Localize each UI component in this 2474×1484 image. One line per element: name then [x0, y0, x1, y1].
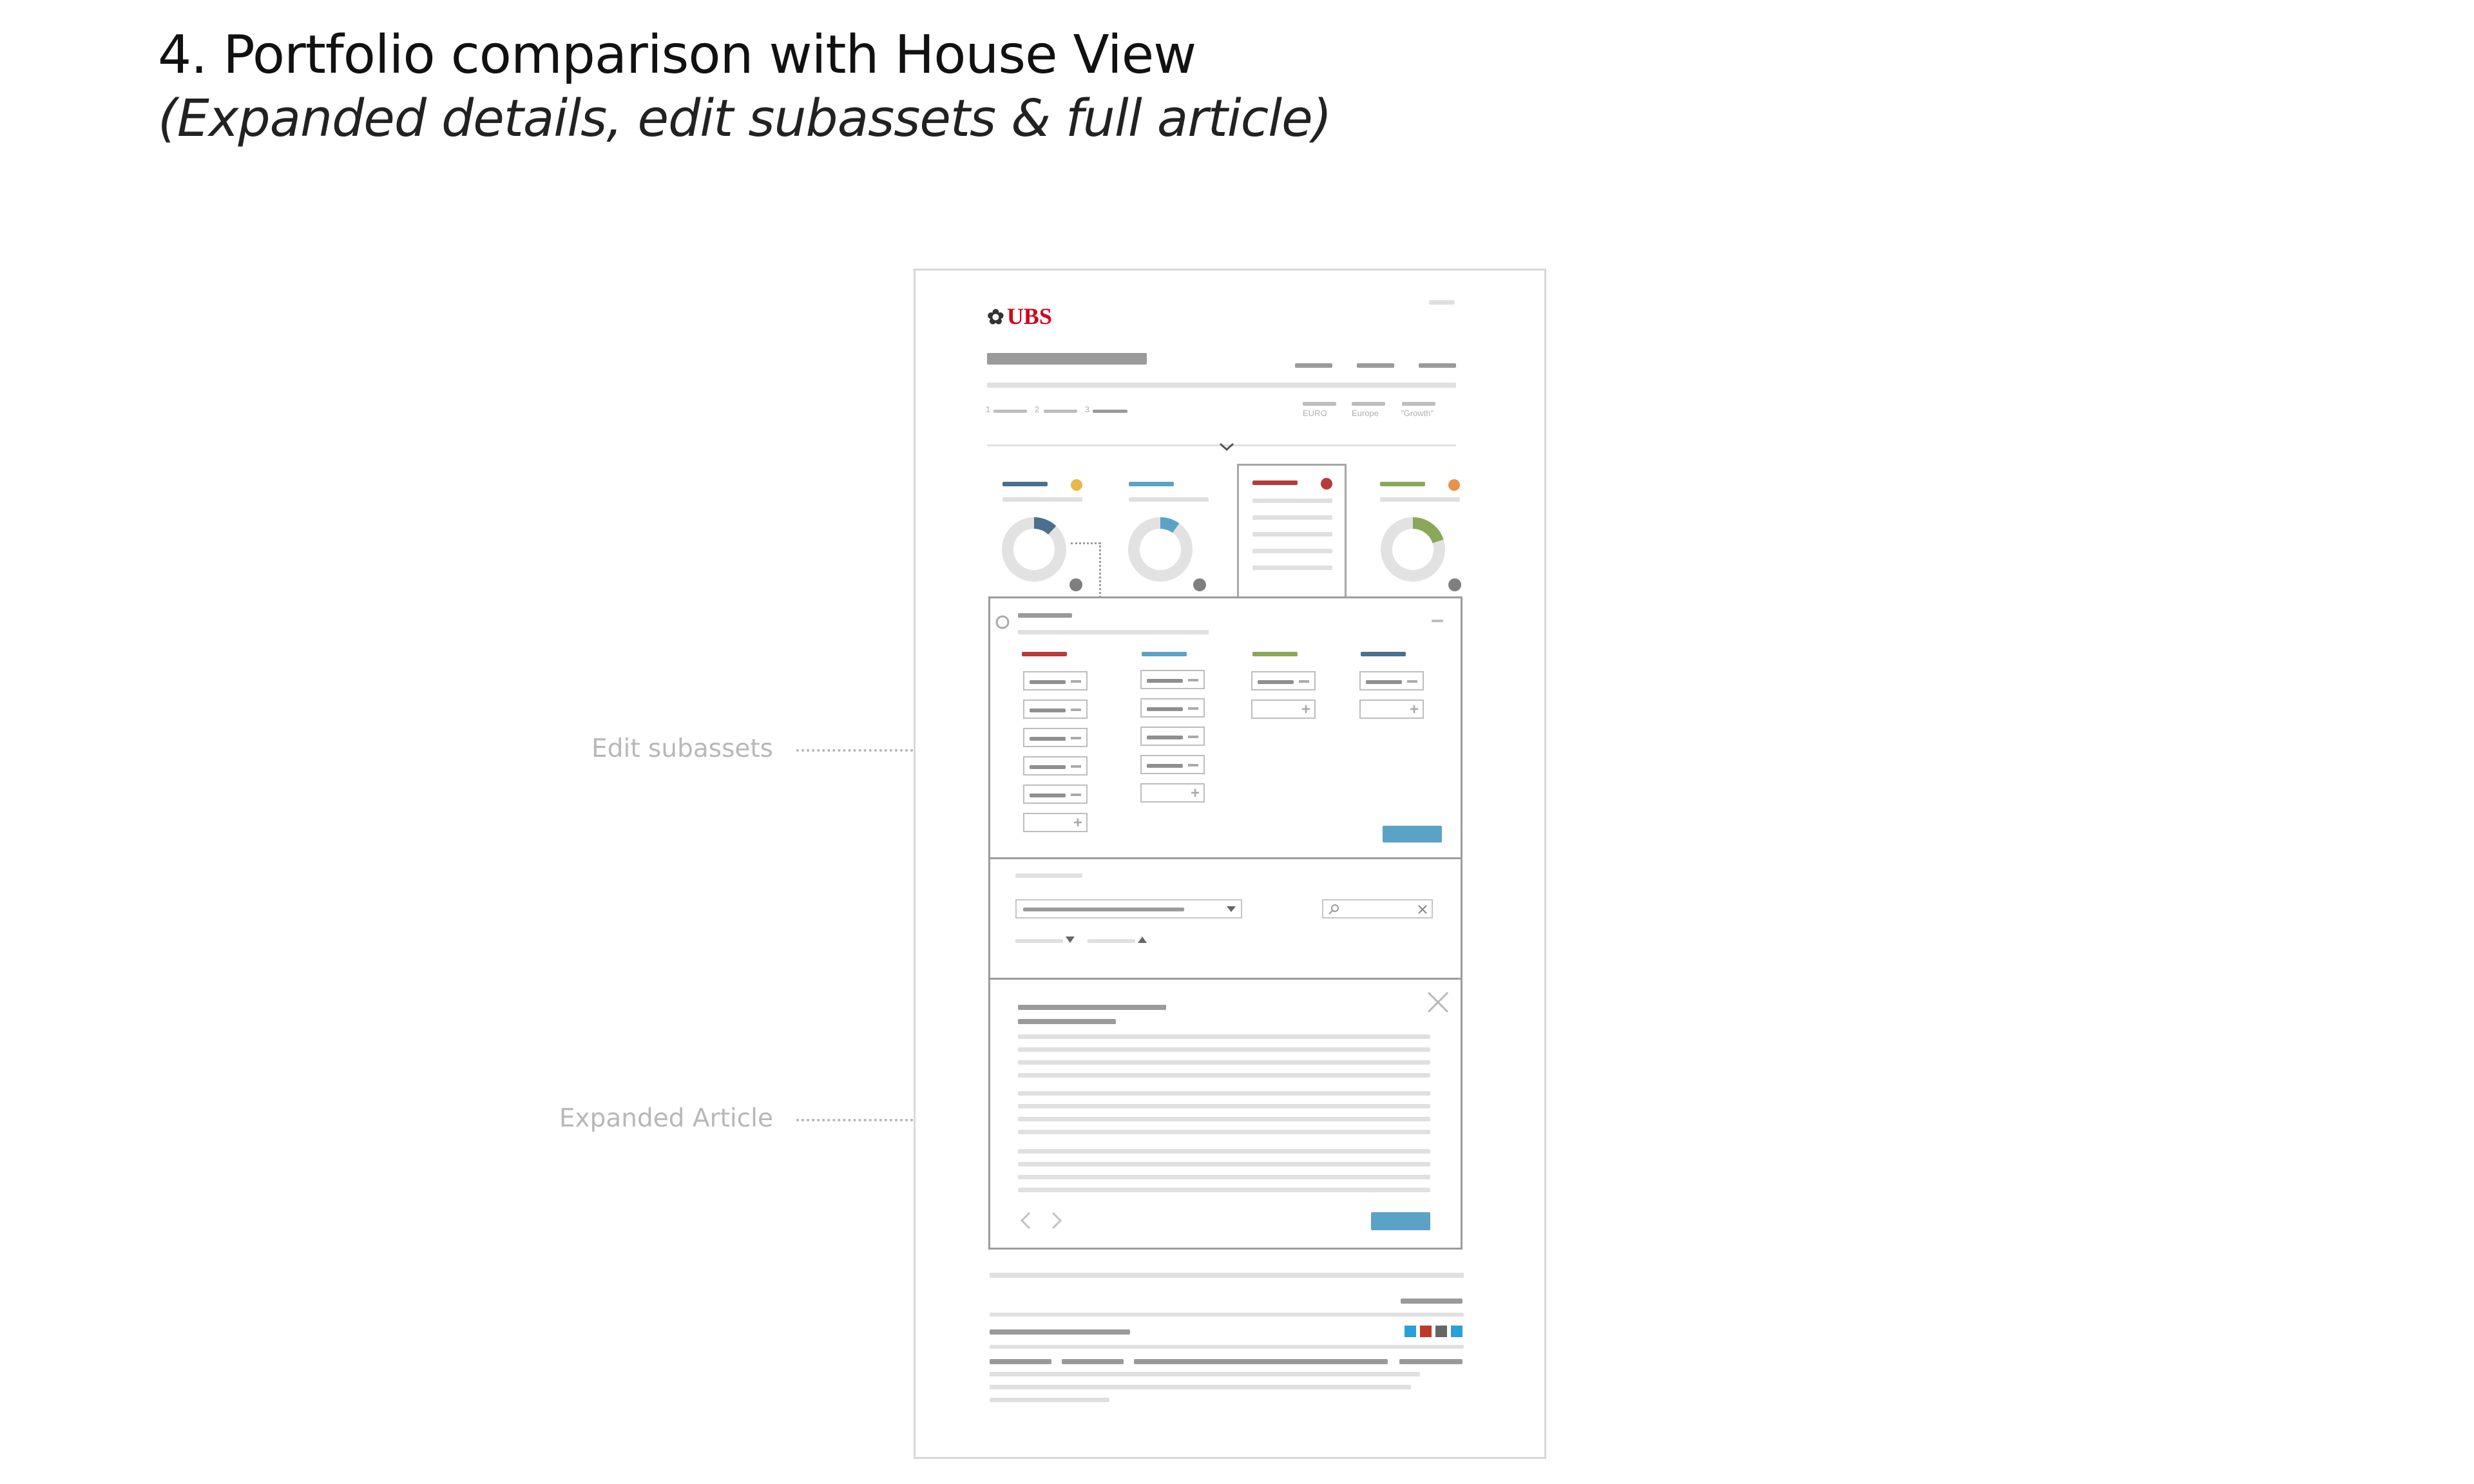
footer-line: [990, 1313, 1464, 1317]
subasset-col-1-header: [1022, 652, 1067, 656]
filter-band-left-border: [988, 858, 990, 980]
step-3[interactable]: 3: [1085, 404, 1090, 414]
subasset-input[interactable]: [1023, 785, 1088, 804]
card-1-expand-icon[interactable]: [1069, 578, 1082, 591]
subasset-input[interactable]: [1140, 727, 1205, 746]
step-3-bar: [1093, 410, 1127, 413]
footer-text-line: [990, 1385, 1411, 1389]
subasset-input[interactable]: [1140, 670, 1205, 689]
ubs-keys-icon: ✿: [987, 305, 1004, 328]
subasset-input[interactable]: [1359, 671, 1424, 690]
filter-region[interactable]: Europe: [1352, 408, 1379, 418]
card-4-donut: [1377, 514, 1448, 585]
footer-chip[interactable]: [1399, 1359, 1462, 1364]
header-link-1[interactable]: [1295, 363, 1332, 368]
subasset-input[interactable]: [1251, 671, 1316, 690]
footer-divider: [990, 1273, 1464, 1278]
footer-text-line: [990, 1398, 1109, 1402]
subasset-input[interactable]: [1023, 671, 1088, 690]
article-line: [1018, 1175, 1430, 1179]
sort-desc-icon[interactable]: [1066, 937, 1075, 944]
card-4-expand-icon[interactable]: [1448, 578, 1461, 591]
add-subasset-button[interactable]: +: [1251, 699, 1316, 719]
article-line: [1018, 1188, 1430, 1192]
filter-band-title: [1015, 873, 1082, 878]
search-input[interactable]: [1322, 899, 1433, 918]
legend-swatch-2: [1420, 1326, 1432, 1337]
header-link-2[interactable]: [1357, 363, 1394, 368]
portfolio-title-placeholder: [987, 353, 1147, 365]
footer-link[interactable]: [1401, 1298, 1462, 1304]
subasset-col-4-header: [1361, 652, 1406, 656]
card-1-accent: [1002, 482, 1048, 486]
step-2-bar: [1044, 410, 1077, 413]
card-3-line-5: [1252, 566, 1332, 570]
filter-currency[interactable]: EURO: [1303, 408, 1327, 418]
page-subtitle: (Expanded details, edit subassets & full article): [158, 89, 1332, 148]
save-subassets-button[interactable]: [1383, 826, 1442, 842]
add-subasset-button[interactable]: +: [1140, 783, 1205, 803]
subasset-input[interactable]: [1140, 698, 1205, 718]
chevron-left-icon[interactable]: [1019, 1211, 1032, 1230]
article-line: [1018, 1149, 1430, 1154]
article-line: [1018, 1047, 1430, 1052]
card-4-accent: [1380, 482, 1425, 486]
radio-icon[interactable]: [995, 614, 1010, 630]
footer-chip[interactable]: [990, 1359, 1051, 1364]
article-action-button[interactable]: [1371, 1212, 1430, 1230]
collapse-icon[interactable]: [1432, 620, 1443, 622]
card-2-subtitle: [1129, 497, 1209, 502]
card-4-subtitle: [1380, 497, 1460, 502]
annotation-expanded-article: Expanded Article: [559, 1104, 773, 1133]
legend-swatch-1: [1405, 1326, 1416, 1337]
filter-strategy[interactable]: "Growth": [1401, 408, 1434, 418]
add-subasset-button[interactable]: +: [1023, 813, 1088, 832]
header-divider: [987, 383, 1456, 388]
chevron-down-icon[interactable]: [1219, 442, 1234, 452]
footer-line: [990, 1345, 1464, 1349]
subasset-col-2-header: [1142, 652, 1187, 656]
filter-region-bar: [1352, 402, 1385, 406]
article-title: [1018, 1005, 1166, 1010]
annotation-edit-subassets: Edit subassets: [591, 734, 773, 763]
card-1-warning-icon: [1071, 479, 1082, 491]
card-3-accent: [1252, 480, 1298, 485]
legend-swatch-4: [1451, 1326, 1462, 1337]
chevron-down-icon: [1227, 906, 1236, 913]
sort-asc-icon[interactable]: [1138, 937, 1147, 944]
clear-icon[interactable]: [1417, 904, 1428, 915]
card-3-line-1: [1252, 499, 1332, 503]
card-1-connector-h: [1071, 542, 1100, 544]
subasset-input[interactable]: [1023, 728, 1088, 747]
add-subasset-button[interactable]: +: [1359, 699, 1424, 719]
article-line: [1018, 1060, 1430, 1065]
sort-option-1[interactable]: [1015, 939, 1063, 943]
chevron-right-icon[interactable]: [1050, 1211, 1063, 1230]
subasset-col-3-header: [1252, 652, 1298, 656]
card-1-donut: [999, 514, 1069, 585]
step-2[interactable]: 2: [1035, 404, 1040, 414]
filter-currency-bar: [1303, 402, 1336, 406]
sort-option-2[interactable]: [1088, 939, 1135, 943]
header-menu-placeholder[interactable]: [1429, 300, 1455, 305]
page-title: 4. Portfolio comparison with House View: [158, 24, 1196, 86]
subasset-input[interactable]: [1140, 755, 1205, 774]
article-line: [1018, 1130, 1430, 1134]
card-3-alert-icon: [1321, 478, 1332, 490]
article-line: [1018, 1034, 1430, 1039]
footer-chip[interactable]: [1062, 1359, 1124, 1364]
subasset-input[interactable]: [1023, 756, 1088, 775]
subasset-input[interactable]: [1023, 699, 1088, 719]
footer-text-line: [990, 1372, 1420, 1376]
article-line: [1018, 1073, 1430, 1078]
close-icon[interactable]: [1426, 991, 1450, 1014]
article-category-select[interactable]: [1015, 899, 1242, 918]
legend-swatch-3: [1435, 1326, 1447, 1337]
card-1-subtitle: [1002, 497, 1082, 502]
filter-band-right-border: [1461, 858, 1462, 980]
search-icon: [1327, 903, 1340, 916]
step-1[interactable]: 1: [986, 404, 991, 414]
header-link-3[interactable]: [1419, 363, 1456, 368]
article-line: [1018, 1117, 1430, 1121]
card-2-donut: [1125, 514, 1196, 585]
edit-panel-title: [1018, 613, 1072, 618]
article-line: [1018, 1104, 1430, 1108]
article-line: [1018, 1162, 1430, 1166]
card-2-accent: [1129, 482, 1174, 486]
footer-title: [990, 1329, 1130, 1335]
card-4-warning-icon: [1448, 479, 1460, 491]
card-3-line-2: [1252, 515, 1332, 520]
edit-panel-subtitle: [1018, 630, 1209, 634]
logo-text: UBS: [1006, 303, 1052, 329]
step-1-bar: [993, 410, 1027, 413]
card-2-expand-icon[interactable]: [1193, 578, 1206, 591]
article-line: [1018, 1091, 1430, 1096]
ubs-logo: [987, 303, 1052, 330]
filter-strategy-bar: [1402, 402, 1435, 406]
card-3-line-3: [1252, 532, 1332, 537]
footer-chip[interactable]: [1134, 1359, 1388, 1364]
card-3-line-4: [1252, 549, 1332, 553]
article-meta: [1018, 1019, 1116, 1024]
